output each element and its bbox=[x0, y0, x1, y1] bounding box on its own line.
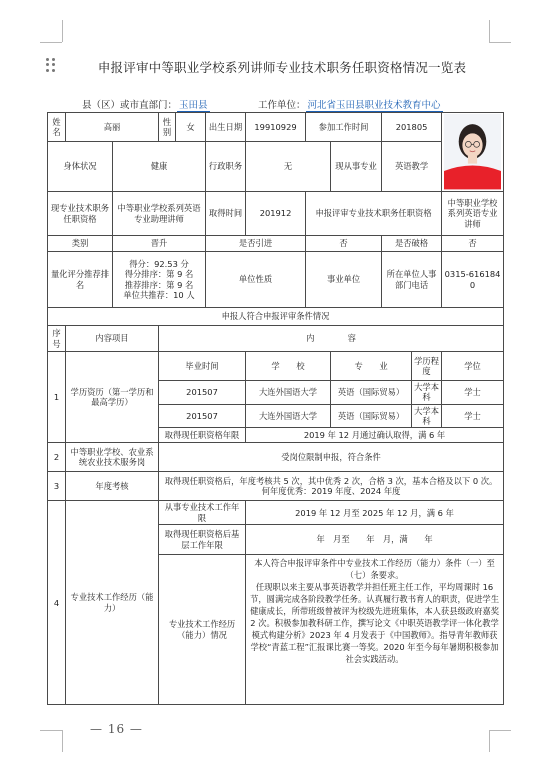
school-header: 学 校 bbox=[246, 352, 331, 381]
crop-mark bbox=[489, 730, 511, 731]
portrait-image bbox=[444, 114, 501, 189]
applicant-photo bbox=[442, 113, 504, 192]
education-label: 学历资历（第一学历和最高学历） bbox=[66, 352, 159, 443]
seq-cell: 2 bbox=[48, 443, 66, 472]
obtain-time-label: 取得时间 bbox=[206, 192, 246, 236]
table-row bbox=[48, 352, 504, 381]
current-title-value: 中等职业学校系列英语专业助理讲师 bbox=[113, 192, 206, 236]
annual-review-value: 取得现任职资格后，年度考核共 5 次，其中优秀 2 次，合格 3 次，基本合格及以下 0 次。何年度优秀：2019 年度、2024 年度 bbox=[159, 472, 504, 501]
content-header: 内 容 bbox=[159, 326, 504, 352]
work-years-value: 2019 年 12 月至 2025 年 12 月，满 6 年 bbox=[246, 501, 504, 525]
degree: 学士 bbox=[442, 404, 504, 428]
exception-label: 是否破格 bbox=[382, 236, 442, 252]
major-header: 专 业 bbox=[331, 352, 412, 381]
school: 大连外国语大学 bbox=[246, 381, 331, 405]
score-label: 量化评分推荐排名 bbox=[48, 252, 113, 308]
obtain-time-value: 201912 bbox=[246, 192, 306, 236]
edu-level: 大学本科 bbox=[412, 404, 442, 428]
unit-label: 工作单位： bbox=[258, 100, 306, 111]
experience-label: 专业技术工作经历（能力） bbox=[66, 501, 159, 705]
unit-nature-value: 事业单位 bbox=[306, 252, 382, 308]
post-value: 无 bbox=[246, 142, 331, 192]
hr-phone-label: 所在单位人事部门电话 bbox=[382, 252, 442, 308]
item-header: 内容项目 bbox=[66, 326, 159, 352]
work-years-label: 从事专业技术工作年限 bbox=[159, 501, 246, 525]
hr-phone-value: 0315-6161840 bbox=[442, 252, 504, 308]
grad-time: 201507 bbox=[159, 381, 246, 405]
degree-header: 学位 bbox=[442, 352, 504, 381]
crop-mark bbox=[489, 730, 490, 752]
seq-cell: 1 bbox=[48, 352, 66, 443]
drag-handle-icon[interactable] bbox=[46, 58, 56, 72]
table-row bbox=[48, 192, 504, 236]
score-line: 单位共推荐：10 人 bbox=[123, 289, 195, 300]
table-row bbox=[48, 443, 504, 472]
health-value: 健康 bbox=[113, 142, 206, 192]
category-value: 晋升 bbox=[113, 236, 206, 252]
apply-title-label: 申报评审专业技术职务任职资格 bbox=[306, 192, 442, 236]
post-type-value: 受岗位限制申报，符合条件 bbox=[159, 443, 504, 472]
post-label: 行政职务 bbox=[206, 142, 246, 192]
introduced-label: 是否引进 bbox=[206, 236, 306, 252]
qualification-years-label: 取得现任职资格年限 bbox=[159, 428, 246, 443]
grad-time: 201507 bbox=[159, 404, 246, 428]
unit-field bbox=[258, 97, 443, 111]
apply-title-value: 中等职业学校系列英语专业讲师 bbox=[442, 192, 504, 236]
qualification-years-value: 2019 年 12 月通过确认取得，满 6 年 bbox=[246, 428, 504, 443]
name-label: 姓名 bbox=[48, 113, 66, 142]
section-title: 申报人符合申报评审条件情况 bbox=[48, 308, 504, 326]
table-row bbox=[48, 308, 504, 326]
name-value: 高丽 bbox=[66, 113, 159, 142]
school: 大连外国语大学 bbox=[246, 404, 331, 428]
crop-mark bbox=[62, 20, 63, 42]
birth-label: 出生日期 bbox=[206, 113, 246, 142]
basic-years-label: 取得现任职资格后基层工作年限 bbox=[159, 525, 246, 555]
crop-mark bbox=[40, 730, 62, 731]
table-row bbox=[48, 326, 504, 352]
category-label: 类别 bbox=[48, 236, 113, 252]
sex-label: 性别 bbox=[159, 113, 176, 142]
county-field bbox=[82, 97, 210, 111]
score-line: 得分排序：第 9 名 bbox=[124, 269, 194, 280]
county-value: 玉田县 bbox=[179, 100, 208, 111]
table-row bbox=[48, 113, 504, 142]
experience-detail-label: 专业技术工作经历（能力）情况 bbox=[159, 555, 246, 705]
table-row bbox=[48, 501, 504, 525]
post-type-label: 中等职业学校、农业系统农业技术服务岗 bbox=[66, 443, 159, 472]
seq-cell: 3 bbox=[48, 472, 66, 501]
table-row bbox=[48, 142, 504, 192]
table-row bbox=[48, 236, 504, 252]
major-value: 英语教学 bbox=[382, 142, 442, 192]
work-start-value: 201805 bbox=[382, 113, 442, 142]
page-title: 申报评审中等职业学校系列讲师专业技术职务任职资格情况一览表 bbox=[97, 60, 467, 75]
table-row bbox=[48, 472, 504, 501]
annual-review-label: 年度考核 bbox=[66, 472, 159, 501]
crop-mark bbox=[62, 730, 63, 752]
current-title-label: 现专业技术职务任职资格 bbox=[48, 192, 113, 236]
exception-value: 否 bbox=[442, 236, 504, 252]
degree: 学士 bbox=[442, 381, 504, 405]
seq-header: 序号 bbox=[48, 326, 66, 352]
crop-mark bbox=[40, 42, 62, 43]
seq-cell: 4 bbox=[48, 501, 66, 705]
crop-mark bbox=[489, 20, 490, 42]
score-line: 得分：92.53 分 bbox=[129, 258, 189, 269]
major: 英语（国际贸易） bbox=[331, 404, 412, 428]
birth-value: 19910929 bbox=[246, 113, 306, 142]
sex-value: 女 bbox=[176, 113, 206, 142]
major: 英语（国际贸易） bbox=[331, 381, 412, 405]
edu-level-header: 学历程度 bbox=[412, 352, 442, 381]
major-label: 现从事专业 bbox=[331, 142, 382, 192]
experience-detail-value: 本人符合申报评审条件中专业技术工作经历（能力）条件（一）至（七）条要求。 任现职以来主要从事英语教学并担任班主任工作，平均周课时 16 节，圆满完成各阶段教学任务。认真履行教书育人的职责，促进学生健康成长，所带班级曾被评为校级先进班集体，本人获县级政府嘉奖 2 次。积极参加教科研工作，撰写论文《中职英语教学评一体化教学模式构建分析》2023 年 4 月发表于《中国教师》。指导青年教师获学校“青蓝工程”汇报课比赛一等奖。2020 年至今每年暑期积极参加社会实践活动。 bbox=[246, 555, 504, 705]
unit-value: 河北省玉田县职业技术教育中心 bbox=[307, 100, 441, 111]
unit-nature-label: 单位性质 bbox=[206, 252, 306, 308]
table-row bbox=[48, 252, 504, 308]
introduced-value: 否 bbox=[306, 236, 382, 252]
qualification-table bbox=[47, 112, 504, 705]
county-label: 县（区）或市直部门： bbox=[82, 100, 178, 111]
crop-mark bbox=[489, 42, 511, 43]
page-number: — 16 — bbox=[90, 722, 143, 736]
grad-time-header: 毕业时间 bbox=[159, 352, 246, 381]
work-start-label: 参加工作时间 bbox=[306, 113, 382, 142]
score-line: 推荐排序：第 9 名 bbox=[124, 279, 194, 290]
edu-level: 大学本科 bbox=[412, 381, 442, 405]
health-label: 身体状况 bbox=[48, 142, 113, 192]
score-details bbox=[113, 252, 206, 308]
basic-years-value: 年 月至 年 月，满 年 bbox=[246, 525, 504, 555]
